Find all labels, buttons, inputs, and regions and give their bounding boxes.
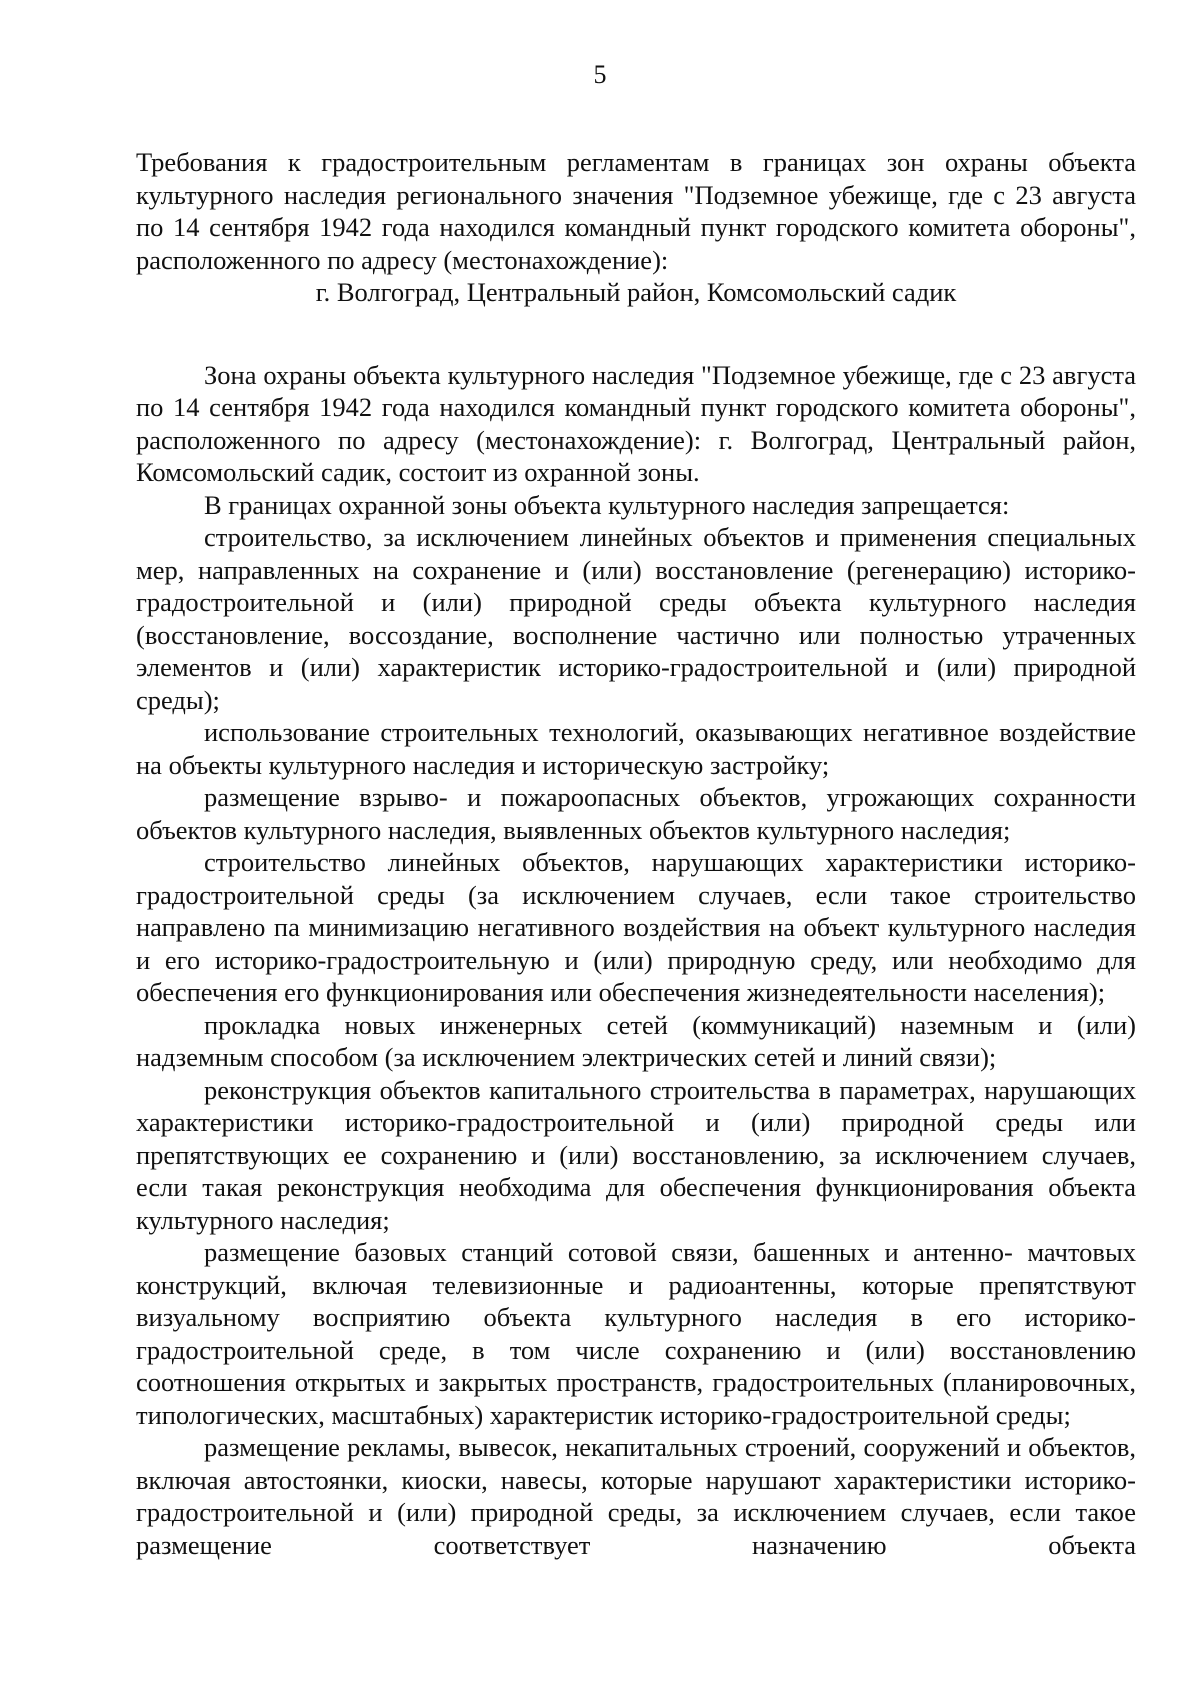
spacer <box>136 309 1136 359</box>
prohibition-item: прокладка новых инженерных сетей (коммуникаций) наземным и (или) надземным способом (за исключением электрических сетей и линий связи); <box>136 1009 1136 1072</box>
paragraph-prohibitions-intro: В границах охранной зоны объекта культурного наследия запрещается: <box>204 489 1010 520</box>
prohibition-item: реконструкция объектов капитального строительства в параметрах, нарушающих характеристики историко-градостроительной и (или) природной среды или препятствующих ее сохранению и (или) восстановлению, за исключением случаев, если такая реконструкция необходима для обеспечения функционирования объекта культурного наследия; <box>136 1074 1136 1235</box>
prohibition-item: использование строительных технологий, оказывающих негативное воздействие на объекты культурного наследия и историческую застройку; <box>136 717 1136 780</box>
document-body <box>136 146 1136 1561</box>
prohibition-item: размещение рекламы, вывесок, некапитальных строений, сооружений и объектов, включая автостоянки, киоски, навесы, которые нарушают характеристики историко-градостроительной и (или) природной среды, за исключением случаев, если такое размещение соответствует назначению объекта <box>136 1432 1136 1560</box>
prohibition-item: строительство линейных объектов, нарушающих характеристики историко-градостроительной среды (за исключением случаев, если такое строительство направлено па минимизацию негативного воздействия на объект культурного наследия и его историко-градостроительную и (или) природную среду, или необходимо для обеспечения его функционирования или обеспечения жизнедеятельности населения); <box>136 847 1136 1007</box>
prohibition-item: размещение базовых станций сотовой связи, башенных и антенно- мачтовых конструкций, включая телевизионные и радиоантенны, которые препятствуют визуальному восприятию объекта культурного наследия в его историко-градостроительной среде, в том числе сохранению и (или) восстановлению соотношения открытых и закрытых пространств, градостроительных (планировочных, типологических, масштабных) характеристик историко-градостроительной среды; <box>136 1237 1136 1430</box>
page-number: 5 <box>593 60 607 89</box>
prohibition-item: строительство, за исключением линейных объектов и применения специальных мер, направленных на сохранение и (или) восстановление (регенерацию) историко-градостроительной и (или) природной среды объекта культурного наследия (восстановление, воссоздание, восполнение частично или полностью утраченных элементов и (или) характеристик историко-градостроительной и (или) природной среды); <box>136 522 1136 715</box>
section-heading-address: г. Волгоград, Центральный район, Комсомольский садик <box>315 277 957 307</box>
section-heading: Требования к градостроительным регламентам в границах зон охраны объекта культурного наследия регионального значения "Подземное убежище, где с 23 августа по 14 сентября 1942 года находился командный пункт городского комитета обороны", расположенного по адресу (местонахождение): <box>136 147 1136 275</box>
paragraph-zone-description: Зона охраны объекта культурного наследия "Подземное убежище, где с 23 августа по 14 сентября 1942 года находился командный пункт городского комитета обороны", расположенного по адресу (местонахождение): г. Волгоград, Центральный район, Комсомольский садик, состоит из охранной зоны. <box>136 359 1136 487</box>
prohibition-item: размещение взрыво- и пожароопасных объектов, угрожающих сохранности объектов культурного наследия, выявленных объектов культурного наследия; <box>136 782 1136 845</box>
